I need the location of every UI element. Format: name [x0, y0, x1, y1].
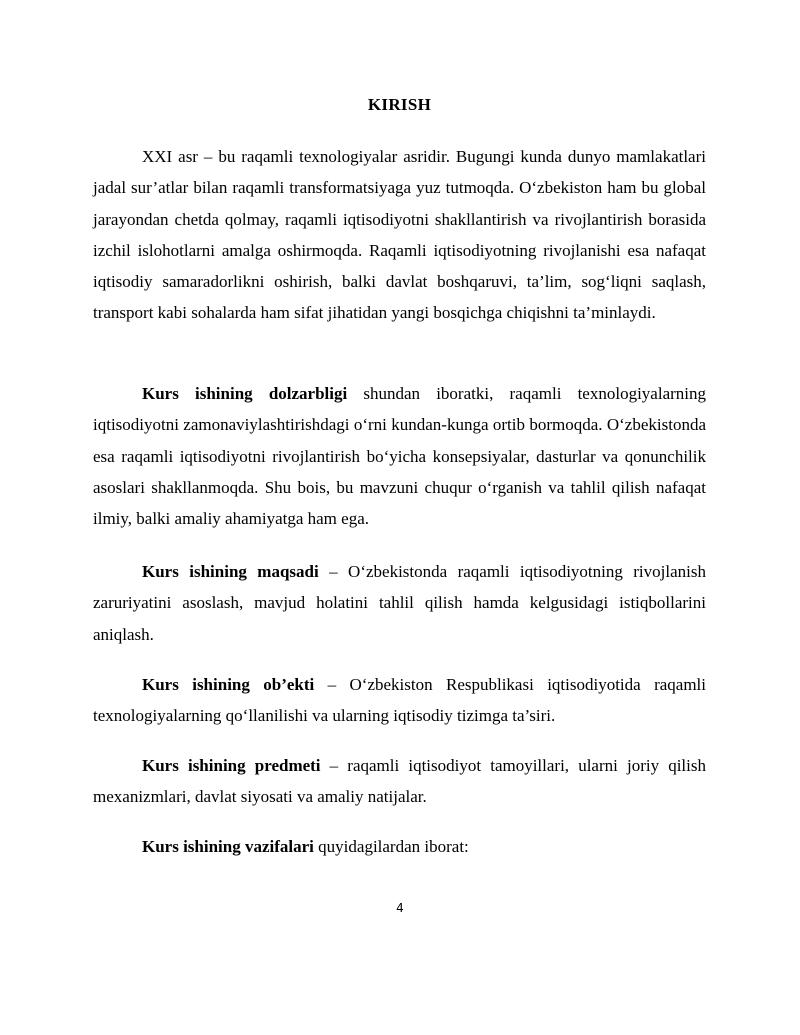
- relevance-text: shundan iboratki, raqamli texnologiyalarning iqtisodiyotni zamonaviylashtirishdagi o‘rni kundan-kunga ortib bormoqda. O‘zbekistonda esa raqamli iqtisodiyotni rivojlantirish bo‘yicha konsepsiyalar, dasturlar va qonunchilik asoslari shakllanmoqda. Shu bois, bu mavzuni chuqur o‘rganish va tahlil qilish nafaqat ilmiy, balki amaliy ahamiyatga ham ega.: [93, 384, 706, 529]
- relevance-paragraph: [93, 378, 706, 534]
- object-label: Kurs ishining ob’ekti: [142, 675, 315, 694]
- subject-paragraph: [93, 750, 706, 813]
- page-number: 4: [396, 901, 404, 915]
- goal-label: Kurs ishining maqsadi: [142, 562, 319, 581]
- goal-text: – O‘zbekistonda raqamli iqtisodiyotning rivojlanish zaruriyatini asoslash, mavjud holatini tahlil qilish hamda kelgusidagi istiqbollarini aniqlash.: [93, 562, 706, 644]
- tasks-text: quyidagilardan iborat:: [313, 837, 469, 856]
- tasks-paragraph: [93, 831, 706, 862]
- goal-paragraph: [93, 556, 706, 650]
- tasks-label: Kurs ishining vazifalari: [142, 837, 314, 856]
- object-text: – O‘zbekiston Respublikasi iqtisodiyotida raqamli texnologiyalarning qo‘llanilishi va ularning iqtisodiy tizimga ta’siri.: [93, 675, 706, 726]
- object-paragraph: [93, 669, 706, 732]
- subject-text: – raqamli iqtisodiyot tamoyillari, ularni joriy qilish mexanizmlari, davlat siyosati va amaliy natijalar.: [93, 756, 706, 807]
- subject-label: Kurs ishining predmeti: [142, 756, 321, 775]
- intro-paragraph: XXI asr – bu raqamli texnologiyalar asridir. Bugungi kunda dunyo mamlakatlari jadal sur’atlar bilan raqamli transformatsiyaga yuz tutmoqda. O‘zbekiston ham bu global jarayondan chetda qolmay, raqamli iqtisodiyotni shakllantirish va rivojlantirish borasida izchil islohotlarni amalga oshirmoqda. Raqamli iqtisodiyotning rivojlanishi esa nafaqat iqtisodiy samaradorlikni oshirish, balki davlat boshqaruvi, ta’lim, sog‘liqni saqlash, transport kabi sohalarda ham sifat jihatidan yangi bosqichga chiqishni ta’minlaydi.: [93, 147, 706, 323]
- page-title: KIRISH: [367, 95, 432, 114]
- relevance-label: Kurs ishining dolzarbligi: [142, 384, 348, 403]
